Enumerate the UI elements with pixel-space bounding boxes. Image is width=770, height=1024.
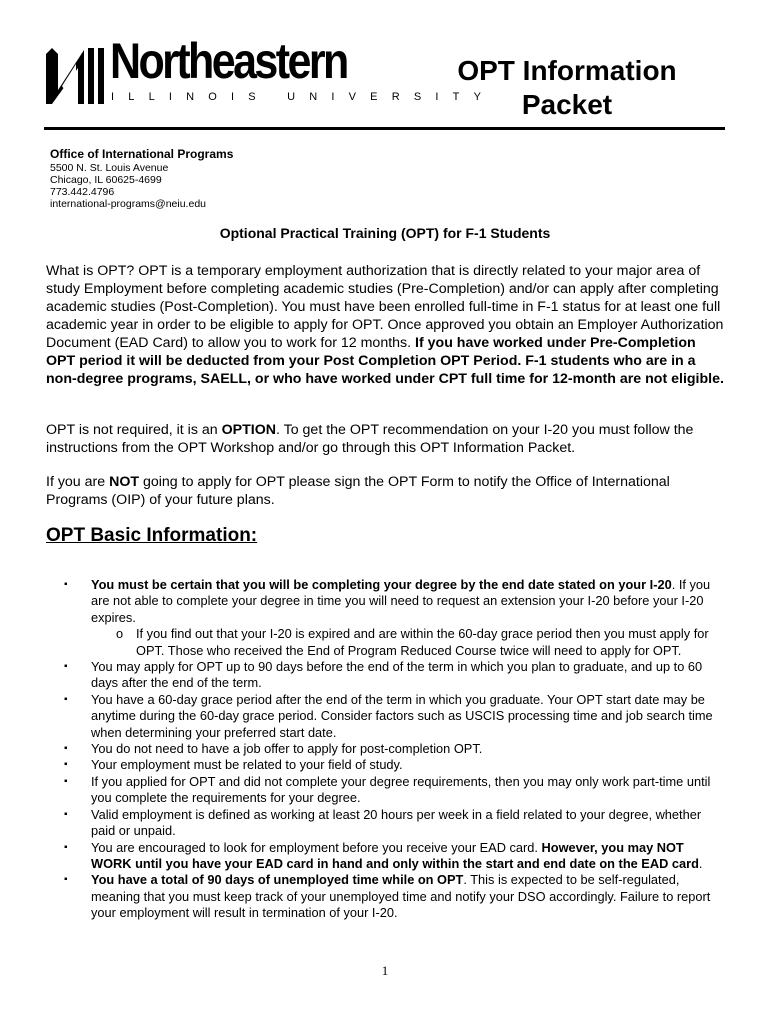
square-bullet-icon: ▪ [64, 693, 68, 705]
list-item-text: If you applied for OPT and did not complete your degree requirements, then you may only work part-time until you complete the requirements for your degree. [91, 773, 711, 806]
office-name: Office of International Programs [50, 147, 234, 161]
list-item-bold-text: However, you may NOT WORK until you have your EAD card in hand and only within the start and end date on the EAD card [91, 839, 699, 871]
document-title-line2: Packet [521, 89, 613, 120]
list-item-text: . If you are not able to complete your degree in time you will need to request an extension your I-20 before your I-20 expires. [91, 577, 711, 625]
list-item-text: You do not need to have a job offer to apply for post-completion OPT. [91, 741, 483, 757]
university-logo [44, 33, 496, 114]
opt-not-required-text-c: . To get the OPT recommendation on your I-20 you must follow the instructions from the OPT Workshop and/or go through this OPT Information Packet. [46, 422, 694, 456]
logo-subtitle: ILLINOIS UNIVERSITY [111, 91, 496, 103]
list-item-text: You have a 60-day grace period after the end of the term in which you graduate. Your OPT start date may be anytime during the 60-day grace period. Consider factors such as USCIS processing time and job search time when determining your preferred start date. [91, 691, 713, 740]
square-bullet-icon: ▪ [64, 775, 68, 787]
opt-not-required-text-a: OPT is not required, it is an [46, 422, 222, 438]
document-title-line1: OPT Information [457, 55, 677, 86]
list-item [46, 840, 726, 873]
list-item [46, 774, 726, 807]
list-subitem-text: If you find out that your I-20 is expired and are within the 60-day grace period then you must apply for OPT. Those who received the End of Program Reduced Course twice will need to apply for OPT. [136, 626, 709, 658]
square-bullet-icon: ▪ [64, 808, 68, 820]
what-is-opt-bold-text: If you have worked under Pre-Completion OPT period it will be deducted from your Post Completion OPT Period. F-1 students who are in a non-degree programs, SAELL, or who have worked under CPT full time for 12-month are not eligible. [46, 335, 724, 387]
list-item-text: You are encouraged to look for employment before you receive your EAD card. [91, 839, 542, 855]
opt-basic-information-heading: OPT Basic Information: [46, 525, 258, 546]
header-divider [44, 127, 725, 130]
list-item [46, 659, 726, 692]
square-bullet-icon: ▪ [64, 743, 68, 755]
list-item-text: . This is expected to be self-regulated, meaning that you must keep track of your unemployed time and notify your DSO accordingly. Failure to report your employment will result in termination of your I-20. [91, 872, 711, 921]
list-subitem [46, 626, 726, 659]
square-bullet-icon: ▪ [64, 759, 68, 771]
list-item-text: Valid employment is defined as working at least 20 hours per week in a field related to your degree, whether paid or unpaid. [91, 806, 702, 839]
office-address-line1: 5500 N. St. Louis Avenue [50, 162, 169, 174]
list-item-bold-text: You have a total of 90 days of unemployed time while on OPT [91, 872, 464, 888]
opt-basic-information-list [46, 577, 726, 922]
neiu-emblem-icon [44, 46, 106, 106]
square-bullet-icon: ▪ [64, 841, 68, 853]
square-bullet-icon: ▪ [64, 874, 68, 886]
logo-wordmark: Northeastern [110, 33, 347, 89]
list-item-text: You may apply for OPT up to 90 days before the end of the term in which you plan to graduate, and up to 60 days after the end of the term. [91, 659, 703, 691]
not-applying-not: NOT [109, 474, 140, 490]
page-number: 1 [381, 963, 389, 978]
opt-not-required-option: OPTION [221, 422, 276, 438]
list-item-text-end: . [698, 855, 703, 871]
square-bullet-icon: ▪ [64, 661, 68, 673]
circle-bullet-icon: o [116, 626, 124, 642]
list-item-text: Your employment must be related to your field of study. [91, 757, 403, 773]
square-bullet-icon: ▪ [64, 579, 68, 590]
list-item [46, 741, 726, 757]
list-item [46, 807, 726, 840]
what-is-opt-text: What is OPT? OPT is a temporary employment authorization that is directly related to your major area of study Employment before completing academic studies (Pre-Completion) and/or can apply after completing academic studies (Post-Completion). You must have been enrolled full-time in F-1 status for at least one full academic year in order to be eligible to apply for OPT. Once approved you obtain an Employer Authorization Document (EAD Card) to allow you to work for 12 months. [46, 263, 724, 351]
section-subtitle: Optional Practical Training (OPT) for F-1 Students [219, 225, 551, 241]
office-email: international-programs@neiu.edu [50, 198, 206, 210]
not-applying-text-c: going to apply for OPT please sign the OPT Form to notify the Office of International Programs (OIP) of your future plans. [46, 474, 670, 508]
list-item [46, 872, 726, 921]
list-item-bold-text: You must be certain that you will be completing your degree by the end date stated on your I-20 [91, 577, 672, 592]
office-contact-block [50, 147, 233, 210]
not-applying-paragraph [46, 473, 726, 509]
list-item [46, 692, 726, 741]
list-item [46, 757, 726, 773]
office-address-line2: Chicago, IL 60625-4699 [50, 174, 162, 186]
document-title [426, 54, 708, 122]
office-phone: 773.442.4796 [50, 186, 115, 198]
not-applying-text-a: If you are [46, 474, 110, 490]
list-item [46, 577, 726, 626]
opt-not-required-paragraph [46, 421, 726, 457]
what-is-opt-paragraph [46, 262, 726, 388]
